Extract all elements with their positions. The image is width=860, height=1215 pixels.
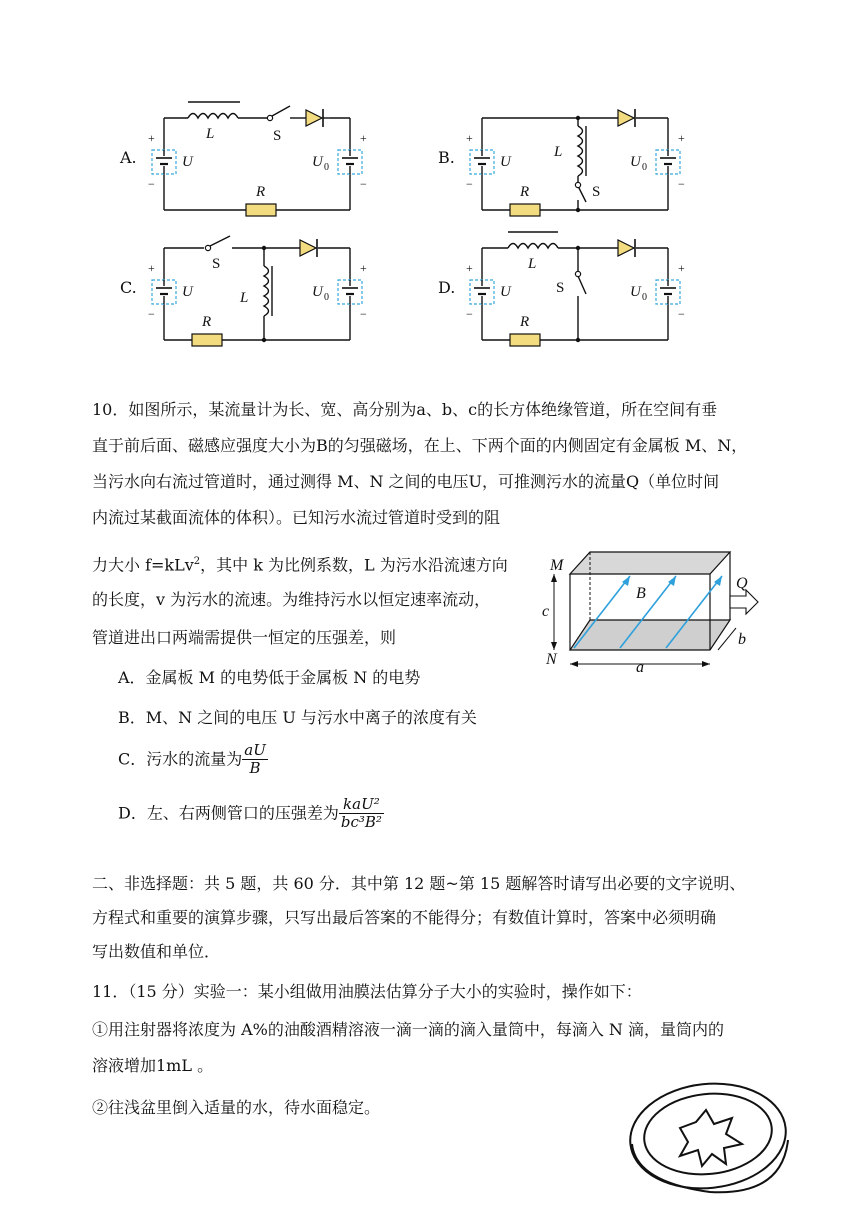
q10-option-c-text: C．污水的流量为	[118, 749, 243, 769]
q11-line-1: 11．（15 分）实验一：某小组做用油膜法估算分子大小的实验时，操作如下：	[92, 982, 642, 1001]
circuit-a-letter: A.	[120, 148, 137, 167]
label-U: U	[182, 284, 193, 300]
circuit-b-letter: B.	[438, 148, 455, 167]
label-S: S	[273, 128, 282, 144]
minus-sign: −	[466, 307, 473, 321]
fraction-denominator: B	[249, 759, 261, 777]
minus-sign: −	[360, 177, 367, 191]
label-L: L	[240, 290, 249, 306]
q11-line-4: ②往浅盆里倒入适量的水，待水面稳定。	[92, 1098, 381, 1117]
q10-line-6: 的长度，v 为污水的流速。为维持污水以恒定速率流动，	[92, 590, 491, 609]
label-U0-sub: 0	[324, 162, 329, 173]
label-L: L	[554, 144, 563, 160]
label-U0-sub: 0	[324, 292, 329, 303]
q10-option-d-fraction	[339, 796, 384, 831]
figure-label-a: a	[636, 659, 644, 676]
circuit-c-diagram	[140, 222, 380, 352]
q11-line-3: 溶液增加1mL 。	[92, 1056, 214, 1075]
plus-sign: +	[360, 131, 367, 145]
q11-line-2: ①用注射器将浓度为 A%的油酸酒精溶液一滴一滴的滴入量筒中，每滴入 N 滴，量筒内的	[92, 1020, 725, 1039]
q10-option-d-text: D．左、右两侧管口的压强差为	[118, 803, 339, 823]
label-U: U	[500, 284, 511, 300]
label-R: R	[520, 314, 530, 330]
circuit-d-letter: D.	[438, 278, 456, 297]
circuit-d-diagram	[458, 222, 698, 352]
plus-sign: +	[360, 261, 367, 275]
q10-line-7: 管道进出口两端需提供一恒定的压强差，则	[92, 628, 397, 647]
q10-line-5	[92, 552, 508, 575]
label-U0: U	[630, 154, 641, 170]
figure-label-M: M	[550, 557, 564, 574]
figure-label-B: B	[636, 585, 646, 602]
q10-option-a: A．金属板 M 的电势低于金属板 N 的电势	[118, 668, 421, 687]
figure-label-c: c	[542, 603, 550, 620]
minus-sign: −	[148, 177, 155, 191]
label-L: L	[206, 126, 215, 142]
q10-option-c-fraction	[242, 742, 268, 777]
plus-sign: +	[148, 261, 155, 275]
q10-option-b: B．M、N 之间的电压 U 与污水中离子的浓度有关	[118, 708, 477, 727]
label-U0: U	[312, 154, 323, 170]
plus-sign: +	[466, 131, 473, 145]
section2-line-3: 写出数值和单位．	[92, 942, 221, 961]
circuit-a-diagram	[140, 92, 380, 222]
section2-line-2: 方程式和重要的演算步骤，只写出最后答案的不能得分；有数值计算时，答案中必须明确	[92, 908, 717, 927]
label-U0: U	[312, 284, 323, 300]
q10-line-3: 当污水向右流过管道时，通过测得 M、N 之间的电压U，可推测污水的流量Q（单位时间	[92, 472, 720, 491]
q10-line-5b: ，其中 k 为比例系数，L 为污水沿流速方向	[200, 555, 508, 575]
label-R: R	[202, 314, 212, 330]
label-U0-sub: 0	[642, 292, 647, 303]
label-R: R	[256, 184, 266, 200]
label-L: L	[528, 256, 537, 272]
plus-sign: +	[678, 131, 685, 145]
label-S: S	[592, 184, 601, 200]
flowmeter-figure	[540, 540, 770, 680]
circuit-b-diagram	[458, 92, 698, 222]
q10-line-4: 内流过某截面流体的体积）。已知污水流过管道时受到的阻	[92, 508, 501, 527]
minus-sign: −	[678, 307, 685, 321]
section2-line-1: 二、非选择题：共 5 题，共 60 分．其中第 12 题~第 15 题解答时请写出必要的文字说明、	[92, 874, 746, 893]
q10-line-5a: 力大小 f=kLv	[92, 555, 194, 575]
label-U: U	[500, 154, 511, 170]
plus-sign: +	[466, 261, 473, 275]
fraction-numerator: kaU²	[339, 796, 384, 814]
figure-label-Q: Q	[736, 575, 748, 592]
circuit-c-letter: C.	[120, 278, 137, 297]
fraction-denominator: bc³B²	[340, 813, 382, 831]
label-U0-sub: 0	[642, 162, 647, 173]
label-U: U	[182, 154, 193, 170]
figure-label-b: b	[738, 631, 746, 648]
figure-label-N: N	[546, 651, 557, 668]
q10-line-5-sup: 2	[193, 556, 201, 567]
minus-sign: −	[466, 177, 473, 191]
fraction-numerator: aU	[244, 741, 266, 759]
q10-line-2: 直于前后面、磁感应强度大小为B的匀强磁场，在上、下两个面的内侧固定有金属板 M、N，	[92, 436, 748, 455]
plus-sign: +	[148, 131, 155, 145]
minus-sign: −	[678, 177, 685, 191]
oil-tray-sketch	[622, 1072, 792, 1202]
label-S: S	[212, 256, 221, 272]
label-U0: U	[630, 284, 641, 300]
minus-sign: −	[360, 307, 367, 321]
q10-option-d	[118, 796, 384, 831]
plus-sign: +	[678, 261, 685, 275]
minus-sign: −	[148, 307, 155, 321]
q10-line-1: 10．如图所示，某流量计为长、宽、高分别为a、b、c的长方体绝缘管道，所在空间有垂	[92, 400, 718, 419]
q10-option-c	[118, 742, 268, 777]
label-S: S	[556, 280, 565, 296]
label-R: R	[520, 184, 530, 200]
